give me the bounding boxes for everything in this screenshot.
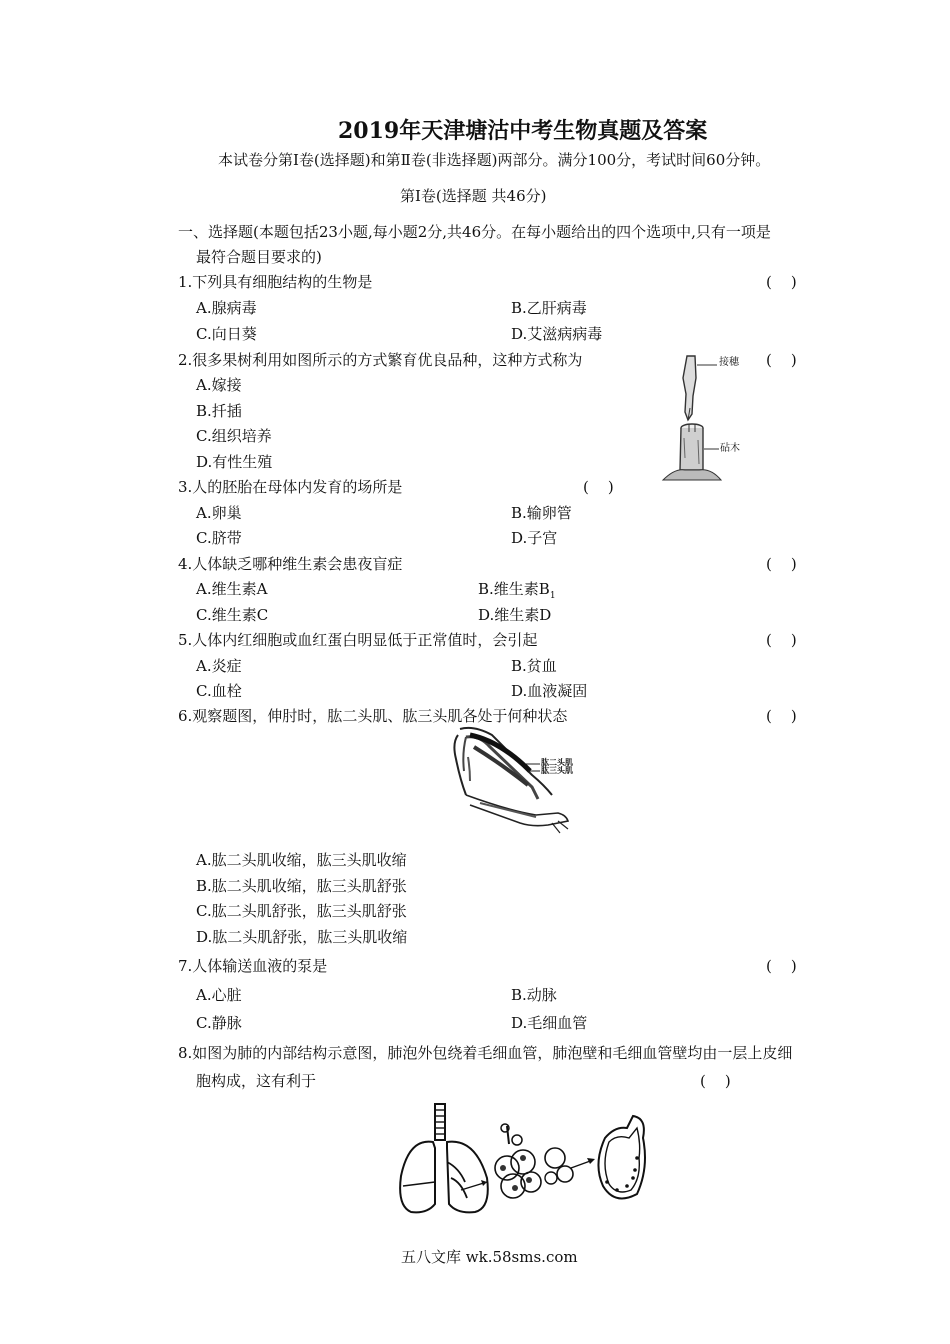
option-b-subscript: 1 bbox=[549, 591, 556, 601]
label-triceps: 肱三头肌 bbox=[541, 765, 573, 775]
option-a: A.肱二头肌收缩，肱三头肌收缩 bbox=[196, 851, 407, 869]
answer-bracket: ( ) bbox=[766, 957, 797, 975]
answer-bracket: ( ) bbox=[766, 631, 797, 649]
question-stem: 5.人体内红细胞或血红蛋白明显低于正常值时，会引起 bbox=[178, 631, 538, 649]
question-stem: 3.人的胚胎在母体内发育的场所是 bbox=[178, 478, 403, 496]
option-a: A.卵巢 bbox=[196, 504, 242, 522]
option-a: A.心脏 bbox=[196, 986, 242, 1004]
option-b: B.贫血 bbox=[511, 657, 557, 675]
option-b: B.乙肝病毒 bbox=[511, 299, 587, 317]
option-c: C.组织培养 bbox=[196, 427, 272, 445]
option-b: B.扦插 bbox=[196, 402, 242, 420]
option-b: B.输卵管 bbox=[511, 504, 572, 522]
option-c: C.维生素C bbox=[196, 606, 269, 624]
option-c: C.肱二头肌舒张，肱三头肌舒张 bbox=[196, 902, 407, 920]
option-a: A.维生素A bbox=[196, 580, 268, 598]
option-d: D.有性生殖 bbox=[196, 453, 273, 471]
exam-intro: 本试卷分第Ⅰ卷(选择题)和第Ⅱ卷(非选择题)两部分。满分100分，考试时间60分钟。 bbox=[218, 151, 771, 169]
answer-bracket: ( ) bbox=[700, 1072, 731, 1090]
question-stem-line1: 8.如图为肺的内部结构示意图，肺泡外包绕着毛细血管，肺泡壁和毛细血管壁均由一层上皮细 bbox=[178, 1044, 793, 1062]
label-biceps: 肱二头肌 bbox=[541, 757, 573, 767]
option-d: D.子宫 bbox=[511, 529, 558, 547]
option-b bbox=[478, 579, 556, 606]
option-b: B.肱二头肌收缩，肱三头肌舒张 bbox=[196, 877, 407, 895]
answer-bracket: ( ) bbox=[583, 478, 614, 496]
part-instructions-line1: 一、选择题(本题包括23小题,每小题2分,共46分。在每小题给出的四个选项中,只有一项是 bbox=[178, 223, 771, 241]
grafting-figure bbox=[655, 348, 765, 488]
question-stem-line2: 胞构成，这有利于 bbox=[196, 1072, 317, 1090]
label-scion: 接穗 bbox=[719, 357, 739, 368]
option-d: D.毛细血管 bbox=[511, 1014, 588, 1032]
question-stem: 7.人体输送血液的泵是 bbox=[178, 957, 328, 975]
option-a: A.嫁接 bbox=[196, 376, 242, 394]
option-d: D.肱二头肌舒张，肱三头肌收缩 bbox=[196, 928, 408, 946]
option-d: D.艾滋病病毒 bbox=[511, 325, 603, 343]
option-a: A.腺病毒 bbox=[196, 299, 257, 317]
question-stem: 6.观察题图，伸肘时，肱二头肌、肱三头肌各处于何种状态 bbox=[178, 707, 568, 725]
lung-structure-figure bbox=[395, 1098, 660, 1220]
label-stock: 砧木 bbox=[720, 443, 740, 454]
footer-watermark: 五八文库 wk.58sms.com bbox=[401, 1248, 578, 1266]
option-c: C.静脉 bbox=[196, 1014, 242, 1032]
option-d: D.维生素D bbox=[478, 606, 552, 624]
option-d: D.血液凝固 bbox=[511, 682, 588, 700]
question-stem: 4.人体缺乏哪种维生素会患夜盲症 bbox=[178, 555, 403, 573]
option-b: B.动脉 bbox=[511, 986, 557, 1004]
option-c: C.血栓 bbox=[196, 682, 242, 700]
option-c: C.向日葵 bbox=[196, 325, 257, 343]
part-instructions-line2: 最符合题目要求的) bbox=[196, 248, 322, 266]
answer-bracket: ( ) bbox=[766, 273, 797, 291]
answer-bracket: ( ) bbox=[766, 555, 797, 573]
option-c: C.脐带 bbox=[196, 529, 242, 547]
question-stem: 1.下列具有细胞结构的生物是 bbox=[178, 273, 373, 291]
option-a: A.炎症 bbox=[196, 657, 242, 675]
question-stem: 2.很多果树利用如图所示的方式繁育优良品种，这种方式称为 bbox=[178, 351, 583, 369]
arm-muscle-figure bbox=[440, 723, 580, 843]
page-title: 2019年天津塘沽中考生物真题及答案 bbox=[338, 118, 708, 144]
option-b-text: B.维生素B bbox=[478, 580, 550, 598]
answer-bracket: ( ) bbox=[766, 351, 797, 369]
section-title: 第Ⅰ卷(选择题 共46分) bbox=[400, 187, 547, 205]
answer-bracket: ( ) bbox=[766, 707, 797, 725]
